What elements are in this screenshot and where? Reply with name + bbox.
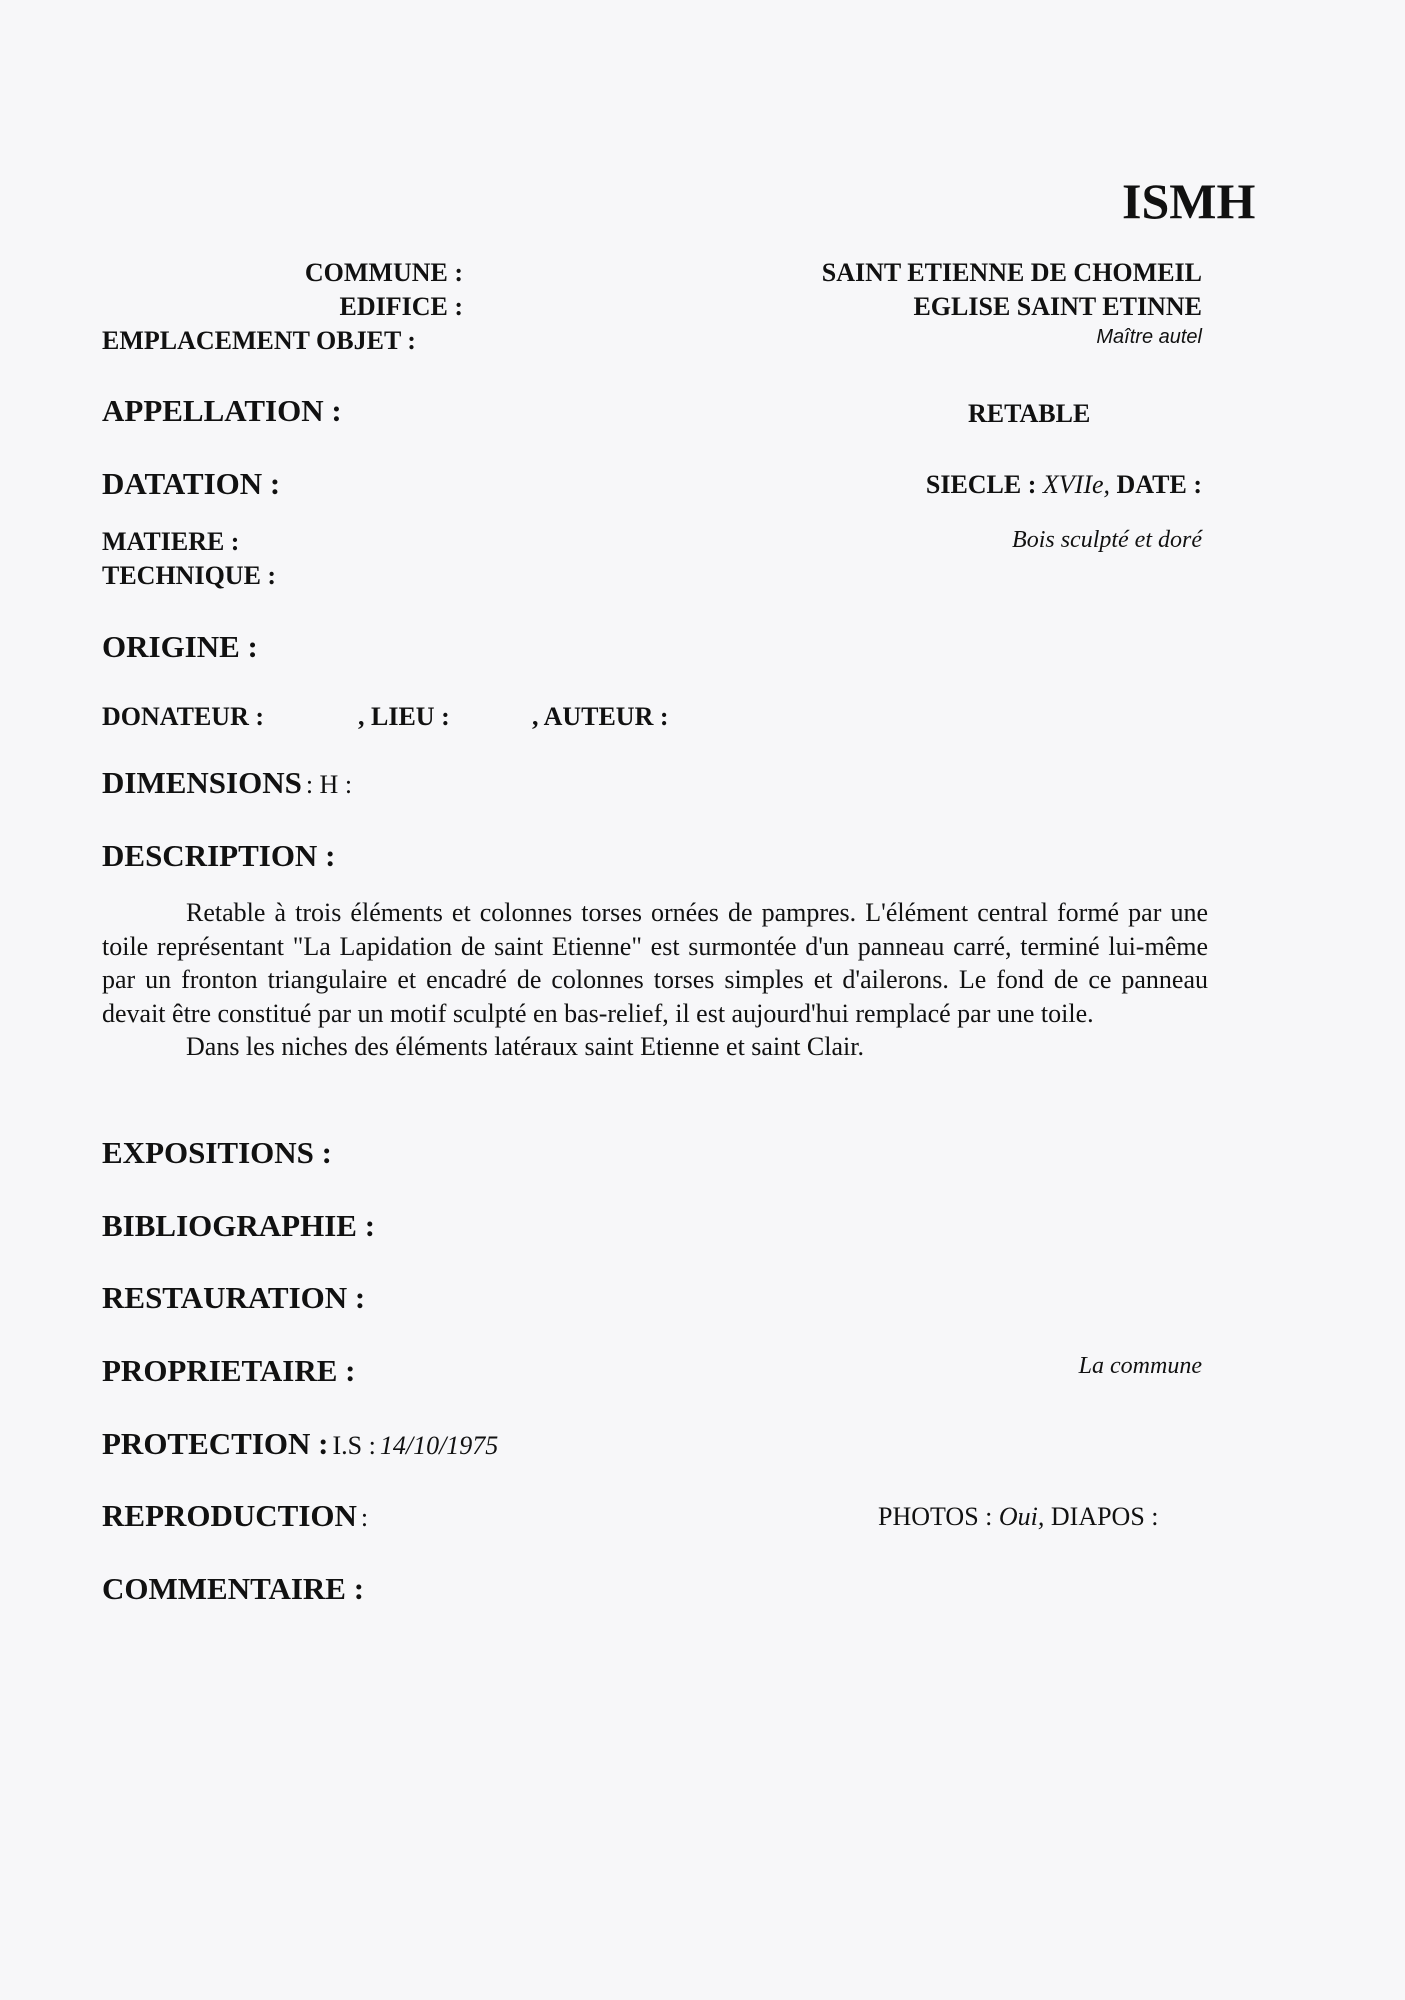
auteur-label: , AUTEUR : [532, 702, 669, 731]
expositions-label: EXPOSITIONS : [102, 1135, 332, 1170]
donateur-label: DONATEUR : [102, 702, 265, 731]
edifice-label: EDIFICE : [339, 292, 463, 321]
protection-line [102, 1426, 498, 1462]
date-label: DATE : [1116, 470, 1202, 499]
description-text [102, 896, 1208, 1064]
siecle-line [926, 470, 1202, 500]
emplacement-label: EMPLACEMENT OBJET : [102, 326, 416, 355]
description-paragraph: Dans les niches des éléments latéraux saint Etienne et saint Clair. [186, 1032, 864, 1061]
commune-value: SAINT ETIENNE DE CHOMEIL [821, 258, 1202, 287]
emplacement-value: Maître autel [1096, 326, 1202, 348]
appellation-label: APPELLATION : [102, 393, 342, 428]
photos-label: PHOTOS : [878, 1502, 993, 1531]
ismh-badge: ISMH [1122, 173, 1256, 229]
matiere-label: MATIERE : [102, 527, 240, 556]
description-paragraph: Retable à trois éléments et colonnes torses ornées de pampres. L'élément central formé par une toile représentant "La Lapidation de saint Etienne" est surmontée d'un panneau carré, terminé lui-même par un fronton triangulaire et encadré de colonnes torses simples et d'ailerons. Le fond de ce panneau devait être constitué par un motif sculpté en bas-relief, il est aujourd'hui remplacé par une toile. [102, 898, 1208, 1028]
dimensions-value: : H : [305, 770, 353, 799]
commune-label: COMMUNE : [304, 258, 463, 287]
restauration-label: RESTAURATION : [102, 1280, 366, 1315]
protection-date: 14/10/1975 [379, 1431, 499, 1460]
matiere-value: Bois sculpté et doré [1012, 527, 1202, 553]
siecle-label: SIECLE : [925, 470, 1037, 499]
diapos-label: DIAPOS : [1050, 1502, 1159, 1531]
datation-label: DATATION : [102, 466, 281, 501]
lieu-label: , LIEU : [358, 702, 450, 731]
dimensions-label: DIMENSIONS [102, 765, 302, 800]
photos-line [878, 1502, 1159, 1532]
reproduction-colon: : [360, 1503, 369, 1532]
description-label: DESCRIPTION : [102, 838, 336, 873]
protection-prefix: I.S : [332, 1431, 376, 1460]
origine-label: ORIGINE : [102, 629, 258, 664]
proprietaire-label: PROPRIETAIRE : [102, 1353, 356, 1388]
photos-value: Oui, [998, 1502, 1045, 1531]
proprietaire-value: La commune [1078, 1353, 1202, 1379]
siecle-value: XVIIe, [1042, 470, 1111, 499]
reproduction-label: REPRODUCTION [102, 1498, 357, 1533]
protection-label: PROTECTION : [102, 1426, 329, 1461]
edifice-value: EGLISE SAINT ETINNE [913, 292, 1202, 321]
bibliographie-label: BIBLIOGRAPHIE : [102, 1208, 376, 1243]
appellation-value: RETABLE [968, 399, 1091, 428]
dimensions-line [102, 765, 352, 801]
reproduction-line [102, 1498, 368, 1534]
technique-label: TECHNIQUE : [102, 561, 277, 590]
commentaire-label: COMMENTAIRE : [102, 1571, 365, 1606]
